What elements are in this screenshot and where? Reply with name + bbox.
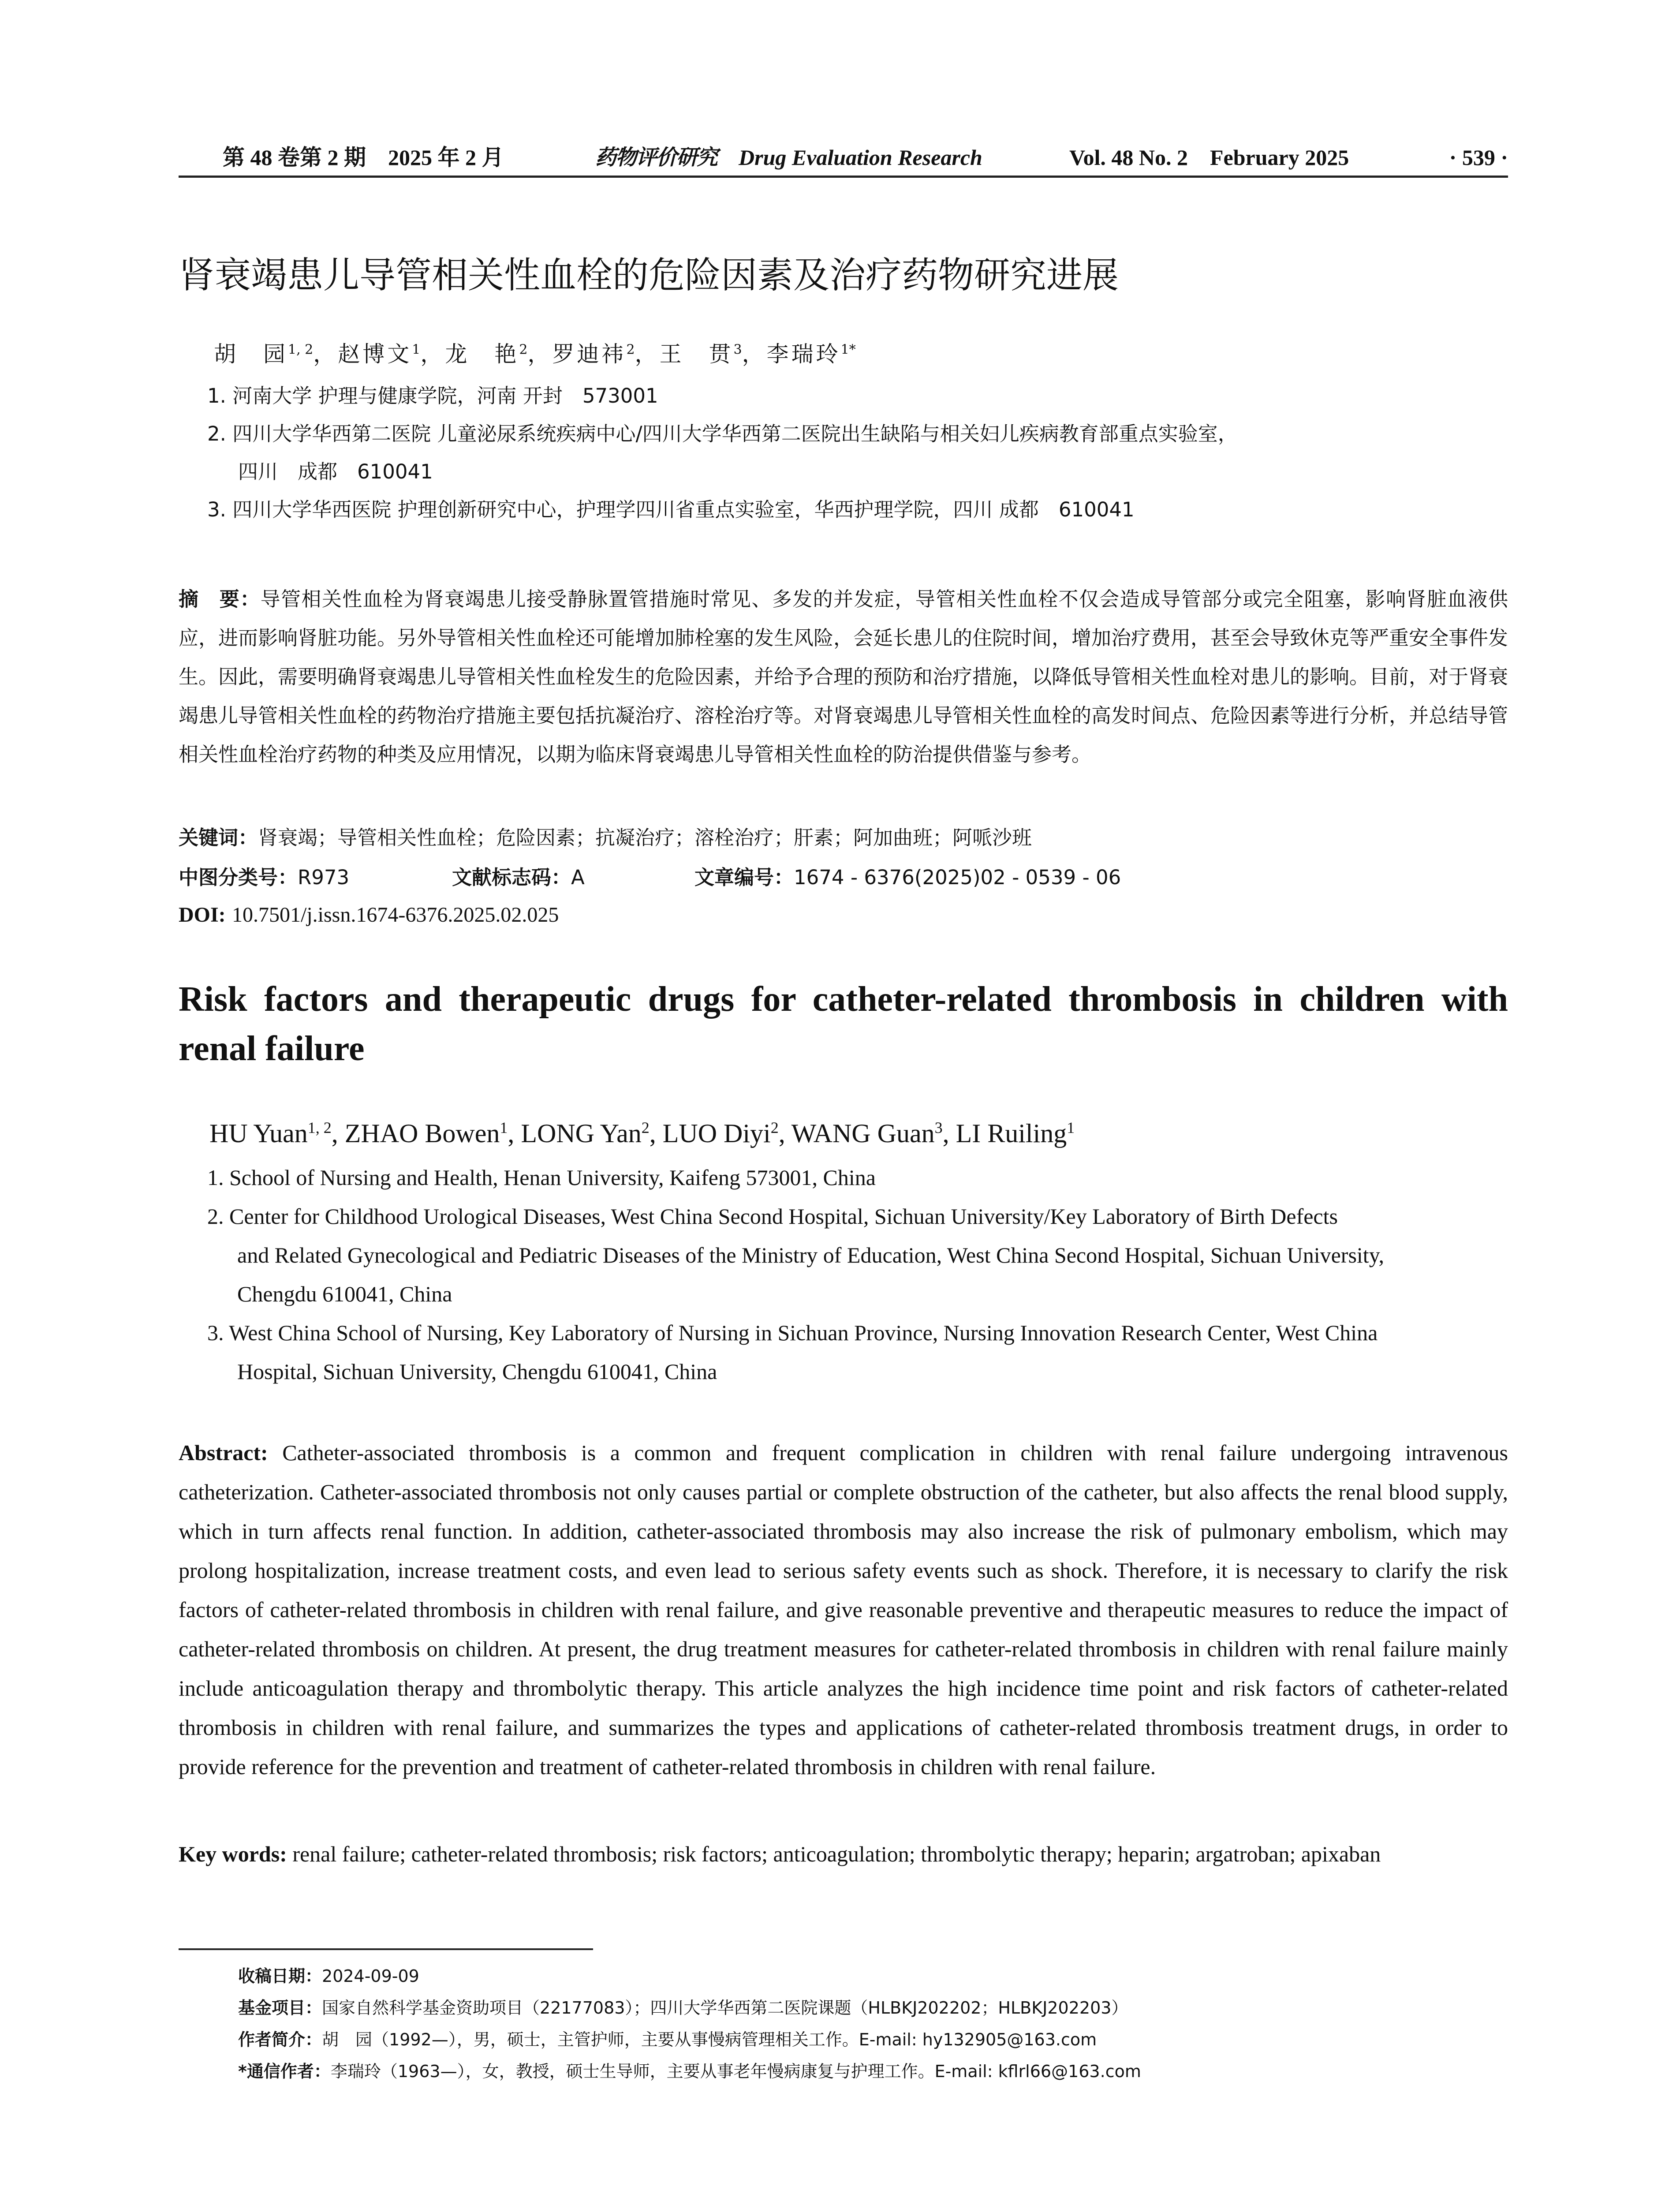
cn-affiliation-list xyxy=(207,377,1530,529)
en-affiliation: 1. School of Nursing and Health, Henan University, Kaifeng 573001, China xyxy=(207,1165,876,1190)
header-journal-en: Drug Evaluation Research xyxy=(739,145,982,170)
page-number: · 539 · xyxy=(1449,145,1508,170)
doi-link[interactable]: 10.7501/j.issn.1674-6376.2025.02.025 xyxy=(231,903,559,927)
cn-author: 李瑞玲$^{1*}$ xyxy=(766,341,856,367)
cn-author: 赵博文$^1$， xyxy=(338,341,445,367)
cn-keywords-text: 肾衰竭；导管相关性血栓；危险因素；抗凝治疗；溶栓治疗；肝素；阿加曲班；阿哌沙班 xyxy=(258,826,1032,849)
en-author-list xyxy=(209,1116,1488,1151)
journal-logo-cn: 药物评价研究 xyxy=(595,145,717,170)
en-affiliation-list xyxy=(207,1158,1508,1391)
en-keywords xyxy=(179,1835,1508,1874)
en-author: LI Ruiling$^1$ xyxy=(956,1119,1075,1148)
footnote-received: 收稿日期：2024-09-09 xyxy=(238,1966,419,1986)
cn-author: 王 贯$^3$， xyxy=(659,341,767,367)
clc-label: 中图分类号： xyxy=(179,866,298,889)
en-author: HU Yuan$^{1, 2}$, xyxy=(209,1119,345,1148)
en-abstract-label: Abstract: xyxy=(179,1440,268,1465)
running-header xyxy=(179,140,1508,178)
cn-affiliation: 3. 四川大学华西医院 护理创新研究中心，护理学四川省重点实验室，华西护理学院，四川 成都 610041 xyxy=(207,498,1135,521)
footnote-author-bio: 作者简介：胡 园（1992—），男，硕士，主管护师，主要从事慢病管理相关工作。E-mail: hy132905@163.com xyxy=(238,2030,1097,2049)
cn-keywords-label: 关键词： xyxy=(179,826,258,849)
cn-affiliation: 1. 河南大学 护理与健康学院，河南 开封 573001 xyxy=(207,384,658,407)
cn-affiliation: 2. 四川大学华西第二医院 儿童泌尿系统疾病中心/四川大学华西第二医院出生缺陷与相关妇儿疾病教育部重点实验室， xyxy=(207,422,1238,445)
cn-keywords xyxy=(179,822,1508,853)
doi-label: DOI: xyxy=(179,903,226,927)
footnote-corresponding: *通信作者：李瑞玲（1963—），女，教授，硕士生导师，主要从事老年慢病康复与护理工作。E-mail: kflrl66@163.com xyxy=(238,2062,1141,2081)
doc-code: A xyxy=(571,866,585,889)
article-no: 1674 - 6376(2025)02 - 0539 - 06 xyxy=(794,866,1121,889)
cn-abstract-text: 导管相关性血栓为肾衰竭患儿接受静脉置管措施时常见、多发的并发症，导管相关性血栓不仅会造成导管部分或完全阻塞，影响肾脏血液供应，进而影响肾脏功能。另外导管相关性血栓还可能增加肺栓塞的发生风险，会延长患儿的住院时间，增加治疗费用，甚至会导致休克等严重安全事件发生。因此，需要明确肾衰竭患儿导管相关性血栓发生的危险因素，并给予合理的预防和治疗措施，以降低导管相关性血栓对患儿的影响。目前，对于肾衰竭患儿导管相关性血栓的药物治疗措施主要包括抗凝治疗、溶栓治疗等。对肾衰竭患儿导管相关性血栓的高发时间点、危险因素等进行分析，并总结导管相关性血栓治疗药物的种类及应用情况，以期为临床肾衰竭患儿导管相关性血栓的防治提供借鉴与参考。 xyxy=(179,587,1508,766)
en-affiliation-cont: Chengdu 610041, China xyxy=(237,1282,452,1306)
doi-row xyxy=(179,900,1508,931)
footnote-funding: 基金项目：国家自然科学基金资助项目（22177083）；四川大学华西第二医院课题（HLBKJ202202；HLBKJ202203） xyxy=(238,1998,1128,2018)
doc-code-label: 文献标志码： xyxy=(452,866,571,889)
en-keywords-label: Key words: xyxy=(179,1842,287,1866)
cn-author: 龙 艳$^2$， xyxy=(445,341,553,367)
cn-author: 胡 园$^{1, 2}$， xyxy=(214,341,338,367)
en-author: ZHAO Bowen$^1$, xyxy=(344,1119,521,1148)
en-affiliation-cont: and Related Gynecological and Pediatric Diseases of the Ministry of Education, West China Second Hospital, Sichuan University, xyxy=(237,1243,1384,1267)
cn-author: 罗迪祎$^2$， xyxy=(552,341,660,367)
footnote-divider xyxy=(179,1948,593,1950)
clc-code: R973 xyxy=(298,866,350,889)
en-title: Risk factors and therapeutic drugs for catheter-related thrombosis in children with renal failure xyxy=(179,980,1508,1068)
cn-title: 肾衰竭患儿导管相关性血栓的危险因素及治疗药物研究进展 xyxy=(179,254,1119,296)
cn-abstract-label: 摘 要： xyxy=(179,587,261,611)
en-author: LUO Diyi$^2$, xyxy=(662,1119,791,1148)
cn-author-list xyxy=(214,339,1493,370)
cn-affiliation-cont: 四川 成都 610041 xyxy=(238,460,433,483)
en-keywords-text: renal failure; catheter-related thrombosis; risk factors; anticoagulation; thrombolytic therapy; heparin; argatroban; apixaban xyxy=(292,1842,1381,1866)
en-affiliation-cont: Hospital, Sichuan University, Chengdu 610041, China xyxy=(237,1359,717,1384)
en-abstract xyxy=(179,1433,1508,1786)
header-volume-en: Vol. 48 No. 2 February 2025 xyxy=(1069,145,1349,170)
en-affiliation: 3. West China School of Nursing, Key Laboratory of Nursing in Sichuan Province, Nursing Innovation Research Center, West China xyxy=(207,1320,1378,1345)
cn-abstract xyxy=(179,580,1508,774)
cn-classification-row xyxy=(179,862,1508,893)
article-no-label: 文章编号： xyxy=(694,866,794,889)
footnotes xyxy=(238,1960,1508,2087)
en-abstract-text: Catheter-associated thrombosis is a common and frequent complication in children with renal failure undergoing intravenous catheterization. Catheter-associated thrombosis not only causes partial or complete obstruction of the catheter, but also affects the renal blood supply, which in turn affects renal function. In addition, catheter-associated thrombosis may also increase the risk of pulmonary embolism, which may prolong hospitalization, increase treatment costs, and even lead to serious safety events such as shock. Therefore, it is necessary to clarify the risk factors of catheter-related thrombosis in children with renal failure, and give reasonable preventive and therapeutic measures to reduce the impact of catheter-related thrombosis on children. At present, the drug treatment measures for catheter-related thrombosis in children with renal failure mainly include anticoagulation therapy and thrombolytic therapy. This article analyzes the high incidence time point and risk factors of catheter-related thrombosis in children with renal failure, and summarizes the types and applications of catheter-related thrombosis treatment drugs, in order to provide reference for the prevention and treatment of catheter-related thrombosis in children with renal failure. xyxy=(179,1440,1508,1779)
en-author: LONG Yan$^2$, xyxy=(521,1119,663,1148)
en-author: WANG Guan$^3$, xyxy=(791,1119,956,1148)
en-affiliation: 2. Center for Childhood Urological Diseases, West China Second Hospital, Sichuan University/Key Laboratory of Birth Defects xyxy=(207,1204,1338,1229)
header-issue-cn: 第 48 卷第 2 期 2025 年 2 月 xyxy=(223,145,504,170)
